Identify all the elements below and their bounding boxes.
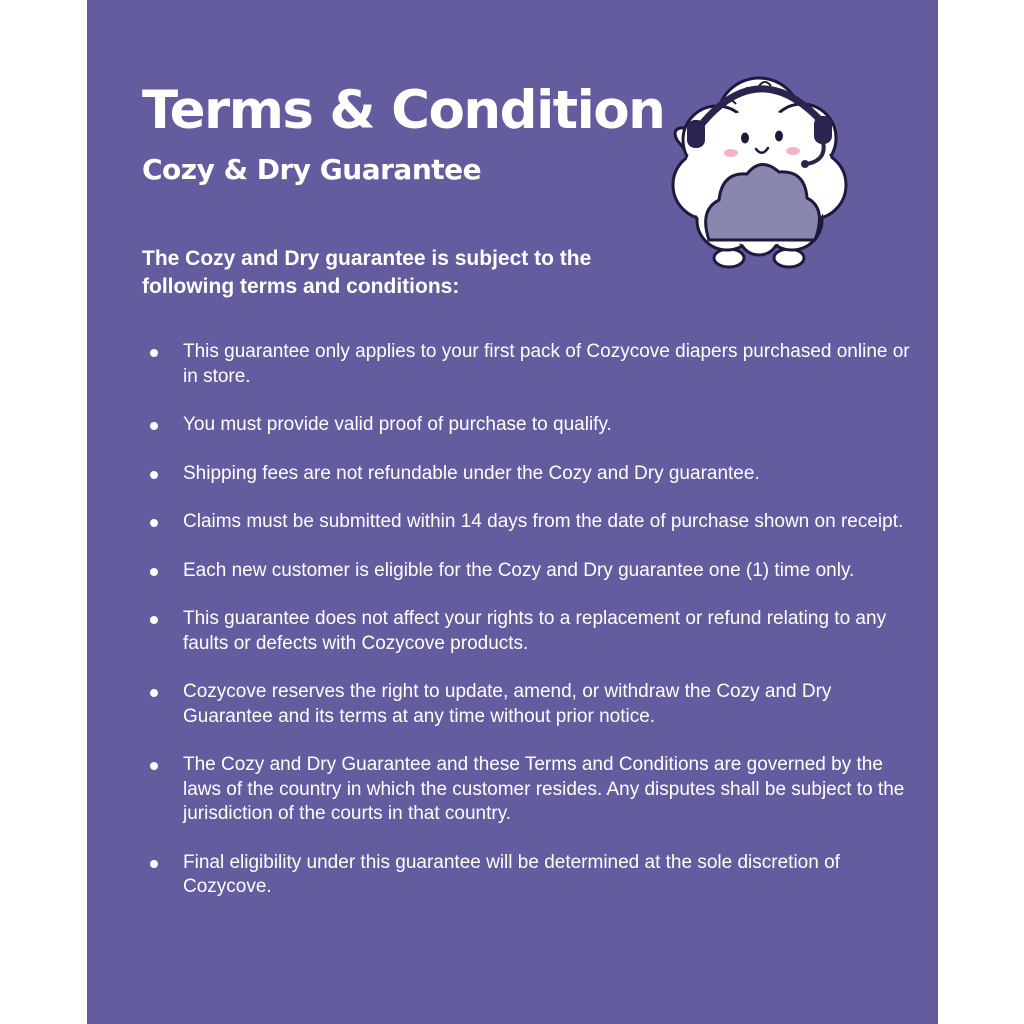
- bullet-icon: [150, 762, 158, 770]
- term-text: You must provide valid proof of purchase to qualify.: [183, 414, 612, 435]
- term-item: [142, 510, 912, 535]
- term-item: [142, 559, 912, 584]
- term-text: Cozycove reserves the right to update, amend, or withdraw the Cozy and Dry Guarantee and its terms at any time without prior notice.: [183, 681, 832, 727]
- term-text: Final eligibility under this guarantee will be determined at the sole discretion of Cozycove.: [183, 851, 840, 897]
- terms-intro: The Cozy and Dry guarantee is subject to the following terms and conditions:: [142, 247, 592, 298]
- terms-list: [142, 340, 912, 924]
- term-item: [142, 462, 912, 487]
- term-text: Each new customer is eligible for the Cozy and Dry guarantee one (1) time only.: [183, 559, 855, 581]
- term-item: [142, 413, 912, 438]
- bullet-icon: [150, 616, 158, 624]
- terms-panel: [87, 0, 938, 1024]
- bullet-icon: [150, 471, 158, 479]
- term-text: This guarantee does not affect your rights to a replacement or refund relating to any faults or defects with Cozycove products.: [183, 608, 887, 654]
- term-text: This guarantee only applies to your first pack of Cozycove diapers purchased online or in store.: [183, 341, 910, 387]
- term-text: The Cozy and Dry Guarantee and these Terms and Conditions are governed by the laws of the country in which the customer resides. Any disputes shall be subject to the jurisdiction of the courts in that country.: [183, 754, 905, 824]
- bullet-icon: [150, 689, 158, 697]
- term-text: Shipping fees are not refundable under the Cozy and Dry guarantee.: [183, 462, 760, 484]
- term-item: [142, 607, 912, 656]
- page-subtitle: Cozy & Dry Guarantee: [142, 153, 482, 186]
- page-title: Terms & Condition: [142, 80, 665, 141]
- term-text: Claims must be submitted within 14 days from the date of purchase shown on receipt.: [183, 511, 904, 532]
- bullet-icon: [150, 860, 158, 868]
- bullet-icon: [150, 349, 158, 357]
- term-item: [142, 851, 912, 900]
- bullet-icon: [150, 422, 158, 430]
- term-item: [142, 753, 912, 827]
- sheep-mascot-icon: [647, 60, 892, 275]
- bullet-icon: [150, 519, 158, 527]
- term-item: [142, 340, 912, 389]
- bullet-icon: [150, 568, 158, 576]
- term-item: [142, 680, 912, 729]
